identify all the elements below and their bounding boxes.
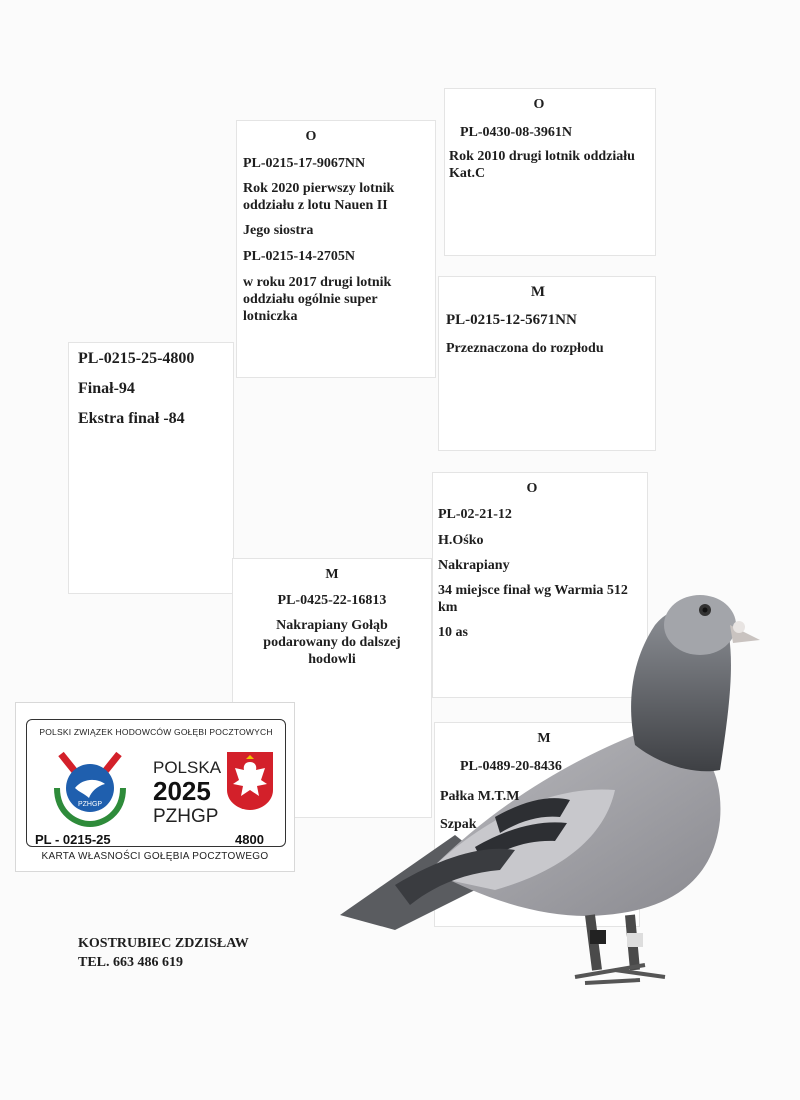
card-header: POLSKI ZWIĄZEK HODOWCÓW GOŁĘBI POCZTOWYCH	[39, 727, 273, 737]
card-frame	[26, 719, 286, 847]
gf-paternal-ring: PL-0430-08-3961N	[460, 125, 572, 140]
card-org: PZHGP	[153, 806, 219, 827]
father-ring: PL-0215-17-9067NN	[243, 156, 366, 171]
gm-maternal-owner: Pałka M.T.M	[440, 789, 520, 804]
pzhgp-logo-icon	[47, 744, 133, 828]
gm-paternal-sex: M	[530, 284, 546, 300]
gf-maternal-result: 34 miejsce finał wg Warmia 512 km	[438, 583, 628, 615]
card-logo-text: PZHGP	[77, 801, 103, 808]
gm-maternal-sex: M	[537, 731, 551, 746]
gm-maternal-ring: PL-0489-20-8436	[460, 759, 562, 774]
gf-paternal-sex: O	[533, 97, 545, 112]
ownership-card	[15, 702, 295, 872]
card-ring-prefix: PL - 0215-25	[35, 832, 111, 847]
grandmother-paternal-box	[438, 276, 656, 451]
gf-paternal-note: Rok 2010 drugi lotnik oddziału Kat.C	[449, 149, 635, 181]
father-sex: O	[305, 129, 317, 144]
mother-sex: M	[325, 567, 339, 582]
card-year: 2025	[153, 776, 211, 806]
card-footer: KARTA WŁASNOŚCI GOŁĘBIA POCZTOWEGO	[41, 851, 269, 862]
bird-final: Finał-94	[78, 380, 135, 397]
father-sibling-note: w roku 2017 drugi lotnik oddziału ogólnie super lotniczka	[243, 275, 392, 324]
gf-maternal-extra: 10 as	[438, 625, 468, 640]
gm-paternal-ring: PL-0215-12-5671NN	[446, 312, 577, 328]
gm-maternal-color: Szpak	[440, 817, 477, 832]
pigeon-illustration	[335, 585, 765, 995]
father-sibling-label: Jego siostra	[243, 223, 314, 238]
gf-maternal-sex: O	[526, 481, 538, 496]
card-country: POLSKA	[153, 758, 222, 777]
father-sibling-ring: PL-0215-14-2705N	[243, 249, 355, 264]
card-ring-number: 4800	[235, 832, 264, 847]
gm-paternal-note: Przeznaczona do rozpłodu	[446, 341, 604, 356]
owner-name: KOSTRUBIEC ZDZISŁAW	[78, 936, 249, 951]
mother-note: Nakrapiany Gołąb podarowany do dalszej hodowli	[263, 618, 401, 667]
gf-maternal-owner: H.Ośko	[438, 533, 484, 548]
owner-phone: TEL. 663 486 619	[78, 955, 184, 970]
father-note: Rok 2020 pierwszy lotnik oddziału z lotu Nauen II	[243, 181, 395, 213]
gf-maternal-ring: PL-02-21-12	[438, 507, 512, 522]
bird-ring: PL-0215-25-4800	[78, 350, 195, 367]
bird-extra-final: Ekstra finał -84	[78, 410, 185, 427]
gf-maternal-color: Nakrapiany	[438, 558, 510, 573]
mother-ring: PL-0425-22-16813	[277, 593, 387, 608]
polish-eagle-icon	[225, 750, 275, 812]
